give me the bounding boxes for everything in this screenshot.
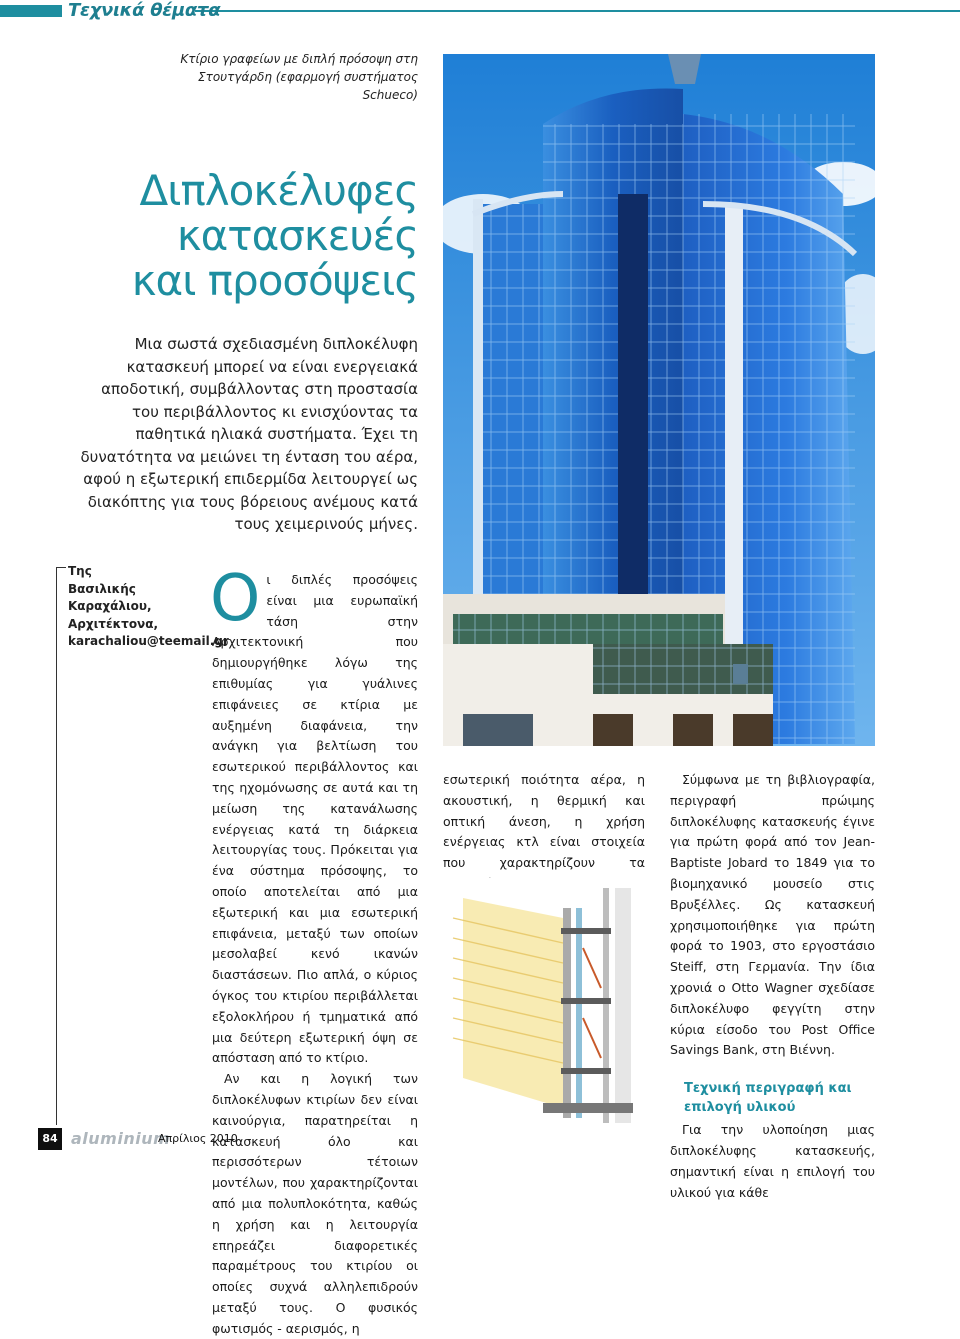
section-label: Τεχνικά θέματα bbox=[68, 0, 221, 21]
header-accent-block bbox=[0, 5, 62, 17]
drop-cap: Ο bbox=[210, 562, 261, 636]
body-paragraph-2: Αν και η λογική των διπλοκέλυφων κτιρίων δεν είναι καινούργια, παρατηρείται η κατασκευή όλο και περισσότερων τέτοιων μοντέλων, που χαρακτηρίζονται από μια πολυπλοκότητα, καθώς η χρήση και η λειτουργία επηρεάζει διαφορετικές παραμέτρους του κτιρίου οι οποίες συχνά αλληλεπιδρούν μεταξύ τους. Ο φυσικός φωτισμός - αερισμός, η bbox=[212, 1071, 418, 1336]
page-number: 84 bbox=[38, 1128, 62, 1150]
building-photo-illustration bbox=[443, 54, 875, 746]
title-line-1: Διπλοκέλυφες bbox=[139, 166, 418, 215]
article-column-3 bbox=[670, 770, 875, 1203]
facade-diagram-illustration bbox=[443, 878, 645, 1126]
photo-caption: Κτίριο γραφείων με διπλή πρόσοψη στη Στουτγάρδη (εφαρμογή συστήματος Schueco) bbox=[180, 52, 418, 102]
building-photo bbox=[443, 54, 875, 746]
author-rule-vertical bbox=[56, 567, 57, 1125]
title-line-2: κατασκευές bbox=[176, 211, 418, 260]
author-rule-horizontal bbox=[56, 567, 66, 568]
header-rule bbox=[195, 10, 960, 12]
page-footer bbox=[38, 1128, 338, 1150]
author-prefix: Της bbox=[68, 564, 92, 578]
body-paragraph-1: ι διπλές προσόψεις είναι μια ευρωπαϊκή τάση στην Αρχιτεκτονική που δημιουργήθηκε λόγω της επιθυμίας για γυάλινες επιφάνειες σε κτίρια με αυξημένη διαφάνεια, την ανάγκη για βελτίωση του εσωτερικού περιβάλλοντος και της ηχομόνωσης σε αυτά και τη μείωση της κατανάλωσης ενέργειας κατά τη διάρκεια λειτουργίας τους. Πρόκειται για ένα σύστημα πρόσοψης, το οποίο αποτελείται από μια εξωτερική και μια εσωτερική επιφάνεια, μεταξύ των οποίων μεσολαβεί κενό ικανών διαστάσεων. Πιο απλά, ο κύριος όγκος του κτιρίου περιβάλλεται εξολοκλήρου ή τμηματικά από μια δεύτερη εξωτερική όψη σε απόσταση από το κτίριο. bbox=[212, 572, 418, 1066]
section-heading: Τεχνική περιγραφή και επιλογή υλικού bbox=[684, 1081, 852, 1116]
body-paragraph-4: Σύμφωνα με τη βιβλιογραφία, περιγραφή πρώιμης διπλοκέλυφης κατασκευής έγινε για πρώτη φορά από τον Jean-Baptiste Jobard το 1849 για το βιομηχανικό μουσείο στις Βρυξέλλες. Ως κατασκευή χρησιμοποιήθηκε για πρώτη φορά το 1903, στο εργοστάσιο Steiff, στη Γερμανία. Την ίδια χρονιά ο Otto Wagner σχεδίασε διπλοκέλυφο φεγγίτη στην κύρια είσοδο του Post Office Savings Bank, στη Βιέννη. bbox=[670, 772, 875, 1058]
article-column-2 bbox=[443, 770, 645, 895]
lead-paragraph: Μια σωστά σχεδιασμένη διπλοκέλυφη κατασκευή μπορεί να είναι ενεργειακά αποδοτική, συμβάλλοντας στη προστασία του περιβάλλοντος κι ενισχύοντας τα παθητικά ηλιακά συστήματα. Έχει τη δυνατότητα να μειώνει τη ένταση του αέρα, αφού η εξωτερική επιδερμίδα λειτουργεί ως διακόπτης για τους βόρειους ανέμους κατά τους χειμερινούς μήνες. bbox=[80, 335, 418, 533]
magazine-brand: aluminium bbox=[71, 1129, 171, 1148]
body-paragraph-5: Για την υλοποίηση μιας διπλοκέλυφης κατασκευής, σημαντική είναι η επιλογή του υλικού για κάθε bbox=[670, 1122, 875, 1200]
body-paragraph-3: εσωτερική ποιότητα αέρα, η ακουστική, η θερμική και οπτική άνεση, η χρήση ενέργειας κτλ είναι στοιχεία που χαρακτηρίζουν τα bbox=[443, 772, 645, 871]
title-line-3: και προσόψεις bbox=[131, 256, 418, 305]
facade-section-diagram bbox=[443, 878, 645, 1126]
author-name: Βασιλικής Καραχάλιου, bbox=[68, 581, 152, 613]
issue-date: Απρίλιος 2010 bbox=[158, 1132, 238, 1145]
article-column-1 bbox=[210, 562, 418, 1339]
author-role: Αρχιτέκτονα, bbox=[68, 616, 159, 631]
article-title bbox=[100, 168, 418, 303]
author-email[interactable]: karachaliou@teemail.gr bbox=[68, 634, 229, 648]
author-byline bbox=[68, 563, 229, 651]
